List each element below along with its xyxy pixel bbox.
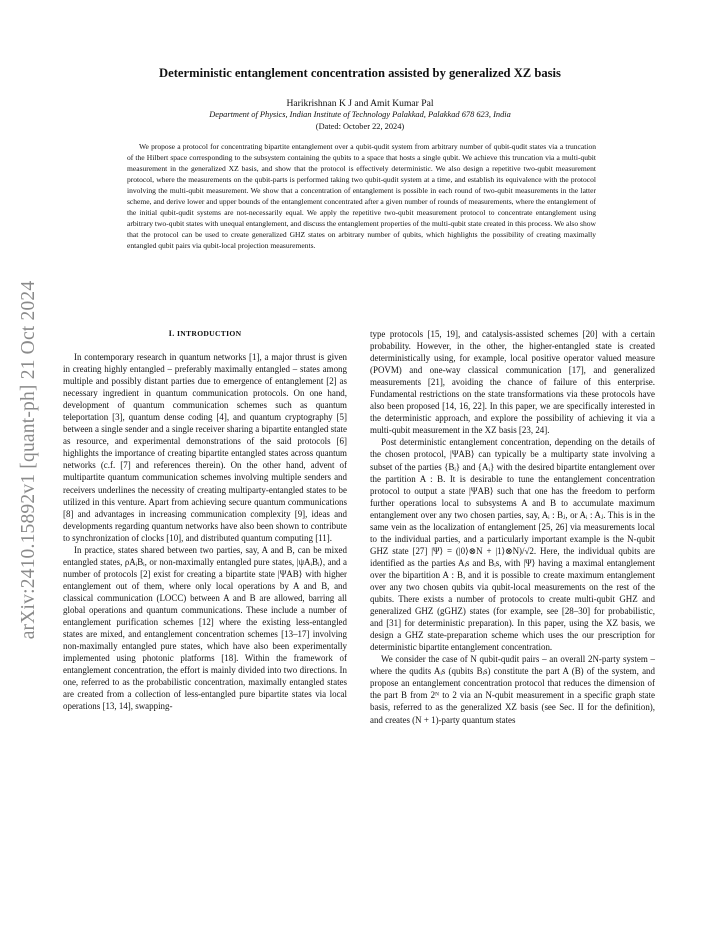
date-line: (Dated: October 22, 2024): [315, 122, 405, 131]
paragraph: Post deterministic entanglement concentration, depending on the details of the chosen protocol, |ΨAB⟩ can typically be a multiparty state involving a subset of the parties {Bᵢ} and {Aᵢ} with the desired bipartite entanglement over the partition A : B. It is desirable to tune the entanglement concentration protocol to output a state |ΨAB⟩ such that one has the freedom to perform further operations local to subsystems A and B to accumulate maximum entanglement over any two chosen parties, say, Aᵢ : Bⱼ, or Aᵢ : Aⱼ. This is in the same vein as the localization of entanglement [25, 26] via measurements local to the individual parties, and a particularly important example is the N-qubit GHZ state [27] |Ψ⟩ = (|0⟩⊗N + |1⟩⊗N)/√2. Here, the individual qubits are identified as the parties Aᵢs and Bᵢs, with |Ψ⟩ having a maximal entanglement over the bipartition A : B, and it is possible to create maximum entanglement over any two chosen qubits via qubit-local measurements on the rest of the qubits. There exists a number of protocols to create multi-qubit GHZ and generalized GHZ (gGHZ) states (for example, see [28–30] for probabilistic, and [31] for deterministic preparation). In this paper, using the XZ basis, we design a GHZ state-preparation scheme which uses the our prescription for deterministic bipartite entanglement concentration.: [370, 437, 655, 653]
abstract: We propose a protocol for concentrating bipartite entanglement over a qubit-qudit system from arbitrary number of qubit-qudit states via a truncation of the Hilbert space corresponding to the subsystem containing the qubits to a space that hosts a single qubit. We achieve this truncation via a multi-qubit measurement in the generalized XZ basis, and show that the protocol is effectively deterministic. We also design a repetitive two-qubit measurement protocol, where the measurements on the qubit-parts is performed taking two qubit-qudit system at a time, and establish its equivalence with the protocol involving the multi-qubit measurement. We show that a concentration of entanglement is possible in each round of two-qubit measurements in the latter scheme, and derive lower and upper bounds of the entanglement concentrated after a given number of rounds of measurements, where the entanglement of the initial qubit-qudit systems are not-necessarily equal. We apply the repetitive two-qubit measurement protocol to concentrate entanglement using arbitrary two-qubit states with unequal entanglement, and discuss the entanglement properties of the multi-qubit state created in this process. We also show that the protocol can be used to create generalized GHZ states on arbitrary number of qubits, which highlights the possibility of creating maximally entangled qubit pairs via qubit-local projection measurements.: [127, 142, 596, 250]
paragraph: In contemporary research in quantum networks [1], a major thrust is given in creating highly entangled – preferably maximally entangled – states among multiple and possibly distant parties due to emergence of entanglement [2] as necessary ingredient in quantum communication protocols. On one hand, development of quantum communication schemes such as quantum teleportation [3], quantum dense coding [4], and quantum cryptography [5] between a single sender and a single receiver sharing a bipartite entangled state as resource, and experimental demonstrations of the said protocols [6] highlights the importance of creating bipartite entangled states across quantum networks (c.f. [7] and references therein). On the other hand, advent of multipartite quantum communication schemes involving multiple senders and receivers underlines the necessity of creating multiparty-entangled states to be utilized in this venture. Apart from achieving secure quantum communications [8] and advantages in increasing communication complexity [9], ideas and developments regarding quantum networks have also been shown to contribute to synchronization of clocks [10], and distributed quantum computing [11].: [63, 352, 347, 543]
paragraph: We consider the case of N qubit-qudit pairs – an overall 2N-party system –where the qudits Aᵢs (qubits Bᵢs) constitute the part A (B) of the system, and propose an entanglement concentration protocol that reduces the dimension of the part B from 2ᴺ to 2 via an N-qubit measurement in a specific graph state basis, referred to as the generalized XZ basis (see Sec. II for the definition), and creates (N + 1)-party quantum states: [370, 654, 655, 725]
right-column: [370, 328, 655, 726]
section-heading: [63, 328, 347, 340]
arxiv-identifier: arXiv:2410.15892v1 [quant-ph] 21 Oct 2024: [18, 280, 39, 640]
section-number: I.: [168, 329, 175, 338]
author-list: Harikrishnan K J and Amit Kumar Pal: [286, 98, 434, 109]
paragraph: type protocols [15, 19], and catalysis-assisted schemes [20] with a certain probability. However, in the other, the higher-entangled state is created deterministically using, for example, local positive operator valued measure (POVM) and one-way classical communication [17], and generalized measurements [21], avoiding the chance of failure of this enterprise. Fundamental restrictions on the state transformations via these protocols have also been proposed [14, 16, 22]. In this paper, we are specifically interested in the deterministic approach, and explore the possibility of achieving it via a multi-qubit measurement in the XZ basis [23, 24].: [370, 329, 655, 436]
paragraph: In practice, states shared between two parties, say, A and B, can be mixed entangled states, ρAᵢBᵢ, or non-maximally entangled pure states, |ψAᵢBᵢ⟩, and a number of protocols [2] exist for creating a bipartite state |ΨAB⟩ with higher entanglement out of them, where only local operations by A and B, and classical communication (LOCC) between A and B are allowed, barring all global operations and quantum communications. These include a number of entanglement purification schemes [12] where the existing less-entangled states are mixed, and entanglement concentration schemes [13–17] involving non-maximally entangled pure states, which have also been experimentally implemented using photonic platforms [18]. Within the framework of entanglement concentration, the effort is mainly divided into two directions. In one, referred to as the probabilistic concentration, maximally entangled states are created from a collection of less-entangled pure bipartite states via local operations [13, 14], swapping-: [63, 544, 347, 712]
arxiv-sidebar-stamp: [14, 250, 44, 670]
left-column: [63, 328, 347, 712]
paper-title: Deterministic entanglement concentration assisted by generalized XZ basis: [159, 66, 561, 80]
affiliation: Department of Physics, Indian Institute of Technology Palakkad, Palakkad 678 623, India: [209, 110, 511, 119]
section-title: INTRODUCTION: [177, 329, 242, 338]
